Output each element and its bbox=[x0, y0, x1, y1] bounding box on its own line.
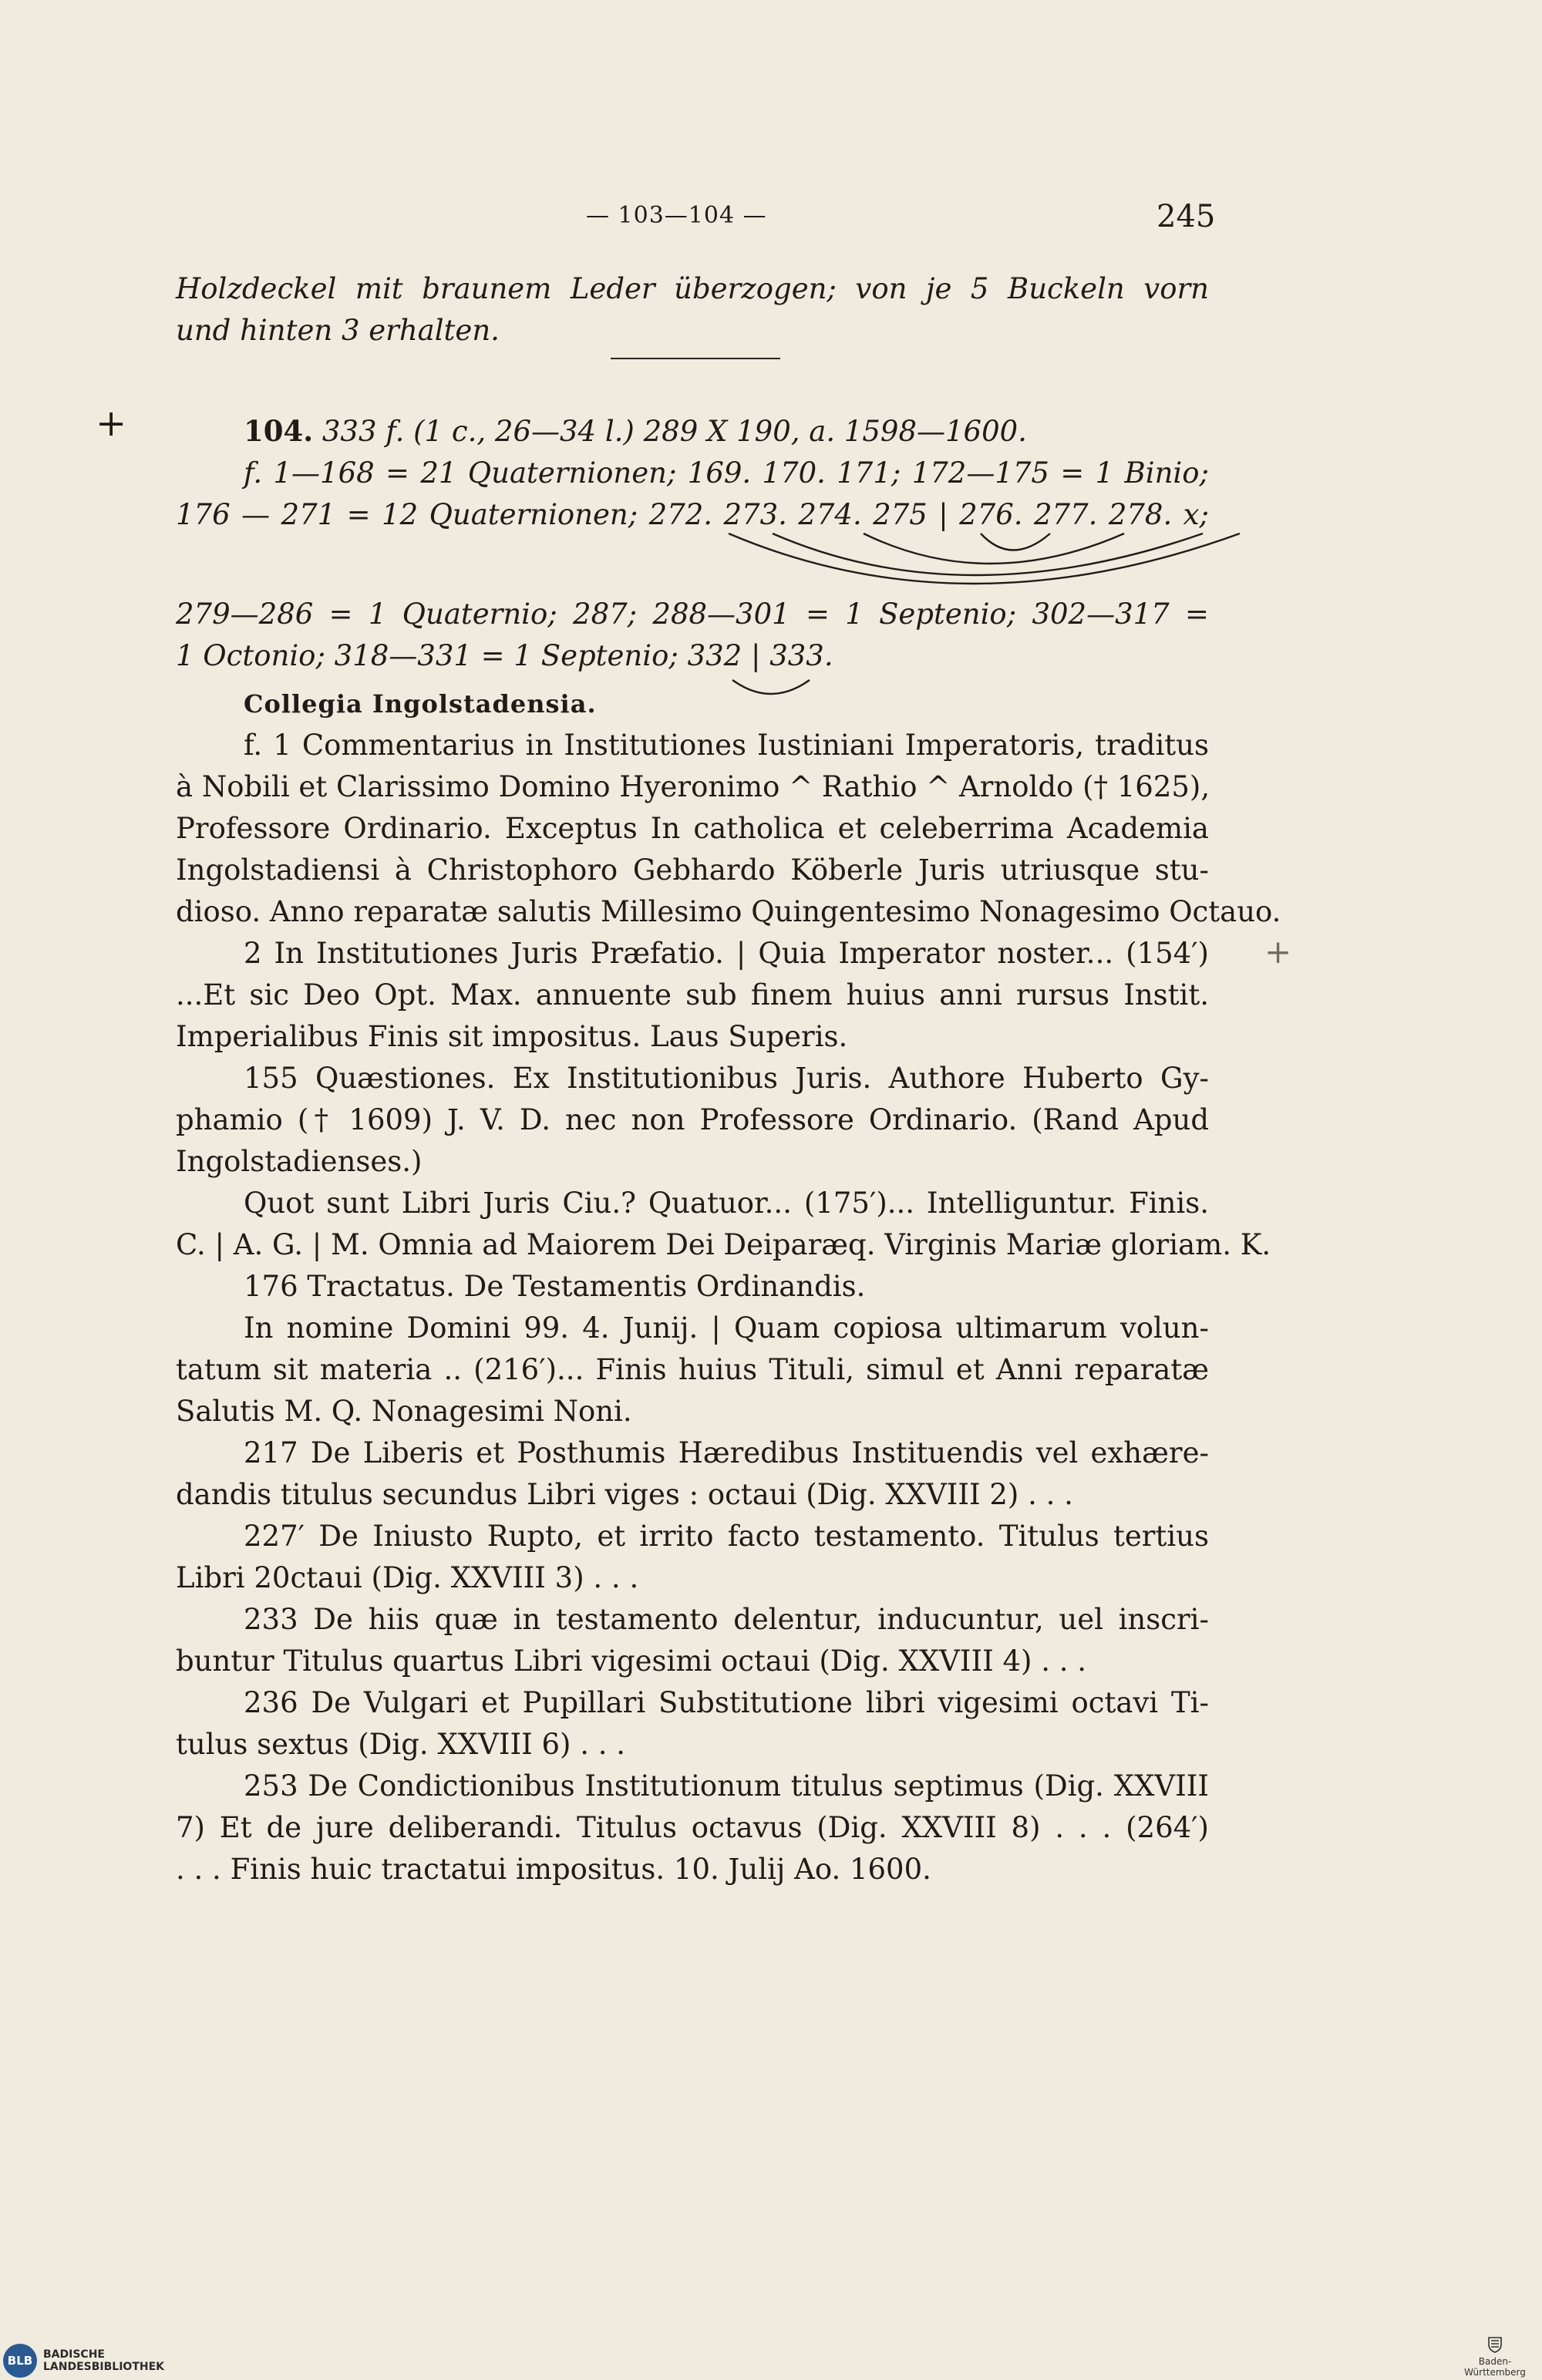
running-head: — 103—104 — bbox=[586, 202, 767, 229]
collation-line: f. 1—168 = 21 Quaternionen; 169. 170. 171; 172—175 = 1 Binio; bbox=[244, 456, 1209, 490]
quire-bracket-arc bbox=[773, 534, 1203, 575]
contents-list bbox=[176, 725, 1281, 1890]
contents-line: Professore Ordinario. Exceptus In catholica et celeberrima Academia bbox=[176, 812, 1209, 845]
contents-line: phamio († 1609) J. V. D. nec non Professore Ordinario. (Rand Apud bbox=[176, 1103, 1209, 1136]
contents-item bbox=[176, 1058, 1209, 1183]
margin-plus-mark: + bbox=[96, 402, 127, 445]
margin-plus-mark-faint: + bbox=[1264, 933, 1292, 971]
entry-heading-line bbox=[176, 410, 1209, 453]
contents-line: 236 De Vulgari et Pupillari Substitutione libri vigesimi octavi Ti- bbox=[244, 1686, 1209, 1719]
contents-line: 155 Quæstiones. Ex Institutionibus Juris. Authore Huberto Gy- bbox=[244, 1062, 1209, 1095]
contents-line: Imperialibus Finis sit impositus. Laus Superis. bbox=[176, 1020, 848, 1053]
contents-line: 2 In Institutiones Juris Præfatio. | Quia Imperator noster... (154′) bbox=[244, 937, 1209, 970]
contents-line: Libri 20ctaui (Dig. XXVIII 3) . . . bbox=[176, 1561, 639, 1594]
contents-line: Ingolstadiensi à Christophoro Gebhardo Köberle Juris utriusque stu- bbox=[176, 853, 1209, 887]
library-logo bbox=[0, 2341, 164, 2380]
contents-item bbox=[176, 1766, 1209, 1890]
contents-item bbox=[176, 1183, 1271, 1266]
collation-line: 1 Octonio; 318—331 = 1 Septenio; 332 | 333. bbox=[176, 639, 833, 672]
state-logo bbox=[1453, 2335, 1537, 2378]
collation-line: 279—286 = 1 Quaternio; 287; 288—301 = 1 Septenio; 302—317 = bbox=[176, 598, 1209, 631]
intro-paragraph bbox=[176, 268, 1209, 352]
contents-line: 227′ De Iniusto Rupto, et irrito facto testamento. Titulus tertius bbox=[244, 1520, 1209, 1553]
contents-line: Salutis M. Q. Nonagesimi Noni. bbox=[176, 1395, 632, 1428]
contents-line: dioso. Anno reparatæ salutis Millesimo Quingentesimo Nonagesimo Octauo. bbox=[176, 895, 1281, 928]
contents-line: Ingolstadienses.) bbox=[176, 1145, 423, 1178]
quire-bracket-arc bbox=[981, 534, 1050, 550]
quire-bracket-arc bbox=[864, 534, 1124, 564]
contents-line: 233 De hiis quæ in testamento delentur, inducuntur, uel inscri- bbox=[244, 1603, 1209, 1636]
section-divider bbox=[611, 358, 780, 359]
page-header bbox=[0, 199, 1542, 248]
contents-line: buntur Titulus quartus Libri vigesimi octaui (Dig. XXVIII 4) . . . bbox=[176, 1644, 1087, 1678]
entry-physical-description: 333 f. (1 c., 26—34 l.) 289 X 190, a. 1598—1600. bbox=[322, 415, 1027, 448]
page-number: 245 bbox=[1156, 199, 1216, 234]
contents-line: tulus sextus (Dig. XXVIII 6) . . . bbox=[176, 1728, 626, 1761]
contents-line: dandis titulus secundus Libri viges : octaui (Dig. XXVIII 2) . . . bbox=[176, 1478, 1073, 1511]
intro-line: Holzdeckel mit braunem Leder überzogen; von je 5 Buckeln vorn bbox=[176, 272, 1209, 305]
contents-line: f. 1 Commentarius in Institutiones Iustiniani Imperatoris, traditus bbox=[244, 729, 1209, 762]
contents-item bbox=[176, 1682, 1209, 1766]
contents-line: à Nobili et Clarissimo Domino Hyeronimo ^ Rathio ^ Arnoldo († 1625), bbox=[176, 770, 1210, 803]
contents-line: 217 De Liberis et Posthumis Hæredibus Instituendis vel exhære- bbox=[244, 1436, 1209, 1469]
contents-line: tatum sit materia .. (216′)... Finis huius Tituli, simul et Anni reparatæ bbox=[176, 1353, 1209, 1386]
intro-line: und hinten 3 erhalten. bbox=[176, 314, 500, 347]
contents-item bbox=[176, 1599, 1209, 1682]
contents-item bbox=[176, 1266, 1209, 1308]
crest-icon bbox=[1486, 2335, 1503, 2353]
entry-number: 104. bbox=[244, 414, 314, 448]
library-name: BADISCHE LANDESBIBLIOTHEK bbox=[43, 2348, 165, 2373]
entry-collation bbox=[176, 410, 1209, 536]
provenance: Collegia Ingolstadensia. bbox=[244, 689, 597, 719]
contents-line: ...Et sic Deo Opt. Max. annuente sub finem huius anni rursus Instit. bbox=[176, 978, 1209, 1012]
contents-item bbox=[176, 725, 1281, 933]
contents-line: Quot sunt Libri Juris Ciu.? Quatuor... (175′)... Intelliguntur. Finis. bbox=[244, 1187, 1209, 1220]
entry-collation-continued bbox=[176, 594, 1209, 677]
contents-line: In nomine Domini 99. 4. Junij. | Quam copiosa ultimarum volun- bbox=[244, 1311, 1209, 1345]
collation-line: 176 — 271 = 12 Quaternionen; 272. 273. 274. 275 | 276. 277. 278. x; bbox=[176, 498, 1209, 531]
contents-line: 176 Tractatus. De Testamentis Ordinandis. bbox=[244, 1270, 866, 1303]
contents-line: 253 De Condictionibus Institutionum titulus septimus (Dig. XXVIII bbox=[244, 1769, 1209, 1803]
state-logo-text: Baden-Württemberg bbox=[1464, 2356, 1526, 2378]
contents-line: 7) Et de jure deliberandi. Titulus octavus (Dig. XXVIII 8) . . . (264′) bbox=[176, 1811, 1209, 1844]
contents-item bbox=[176, 1432, 1209, 1516]
contents-item bbox=[176, 1516, 1209, 1599]
contents-line: . . . Finis huic tractatui impositus. 10. Julij Ao. 1600. bbox=[176, 1853, 931, 1886]
contents-item bbox=[176, 933, 1209, 1058]
blb-logo-icon: BLB bbox=[3, 2344, 37, 2378]
contents-item bbox=[176, 1308, 1209, 1432]
contents-line: C. | A. G. | M. Omnia ad Maiorem Dei Deiparæq. Virginis Mariæ gloriam. K. bbox=[176, 1228, 1271, 1261]
quire-bracket-arc bbox=[729, 534, 1240, 584]
